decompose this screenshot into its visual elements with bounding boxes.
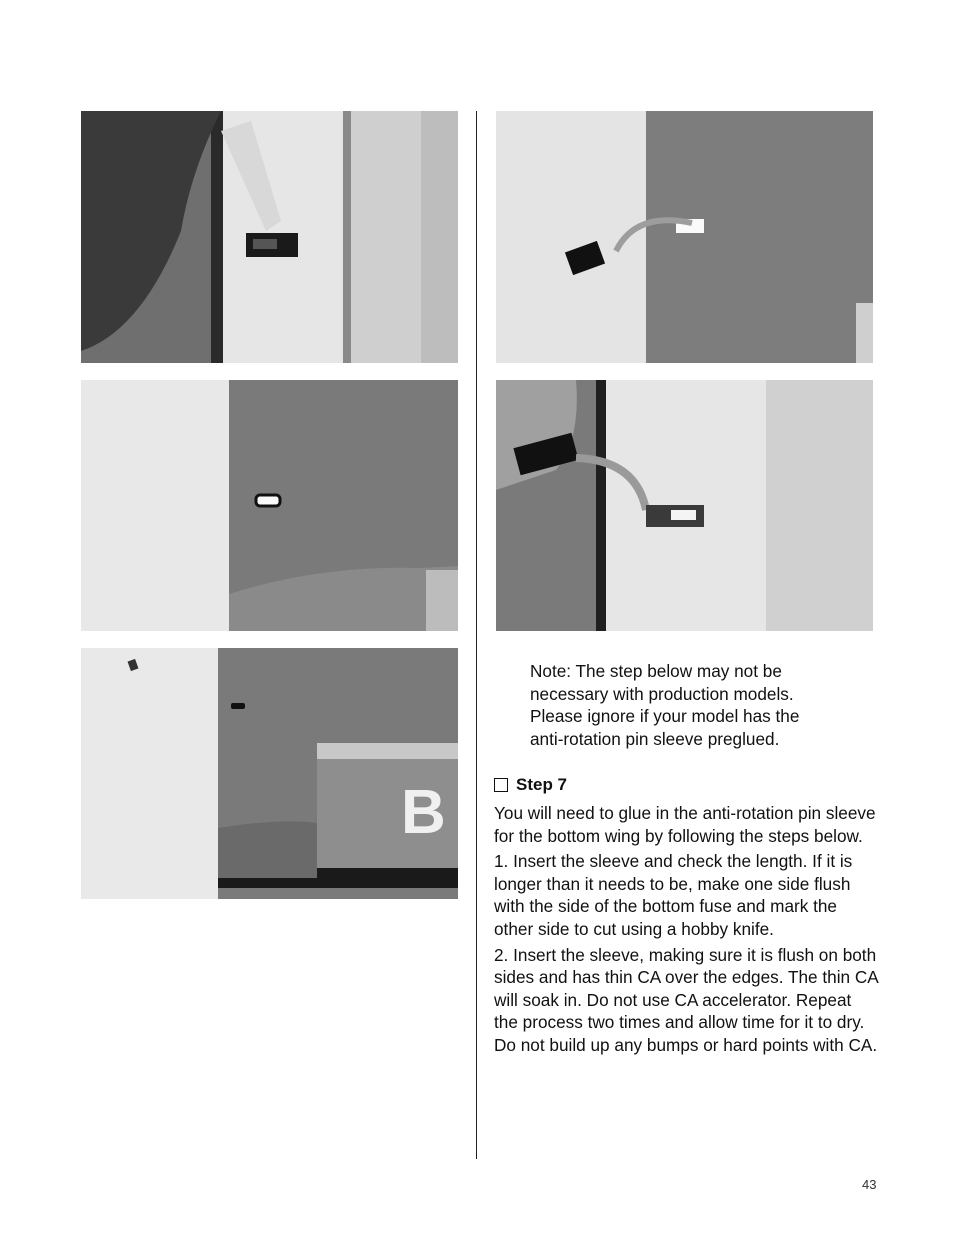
step-paragraph: 2. Insert the sleeve, making sure it is flush on both sides and has thin CA over the edges. The thin CA will soak in. Do not use CA accelerator. Repeat the process two times and allow time for it to dry. Do not build up any bumps or hard points with CA.: [494, 944, 878, 1055]
step-title: Step 7: [516, 775, 568, 794]
step-paragraph: You will need to glue in the anti-rotation pin sleeve for the bottom wing by following the steps below.: [494, 803, 876, 846]
photo-pulling-lead-through-wing: [496, 380, 873, 631]
note-line: anti-rotation pin sleeve preglued.: [530, 728, 780, 749]
step-instructions: [494, 802, 879, 1060]
note-block: [530, 660, 850, 750]
step-heading: [494, 775, 567, 795]
note-line: necessary with production models.: [530, 683, 794, 704]
column-divider: [476, 111, 477, 1159]
step-paragraph: 1. Insert the sleeve and check the length. If it is longer than it needs to be, make one side flush with the side of the bottom fuse and mark the other side to cut using a hobby knife.: [494, 851, 853, 939]
photo-slot-in-fuse-side: [81, 380, 458, 631]
photo-pencil-marking-slot: [81, 111, 458, 363]
step-checkbox[interactable]: [494, 778, 508, 792]
photo-fuse-with-wing-slot: [81, 648, 458, 899]
note-line: Please ignore if your model has the: [530, 706, 800, 727]
note-line: Note: The step below may not be: [530, 661, 782, 681]
photo-servo-lead-through-fuse: [496, 111, 873, 363]
wing-lettering: B: [401, 778, 446, 847]
page-number: 43: [862, 1177, 877, 1192]
